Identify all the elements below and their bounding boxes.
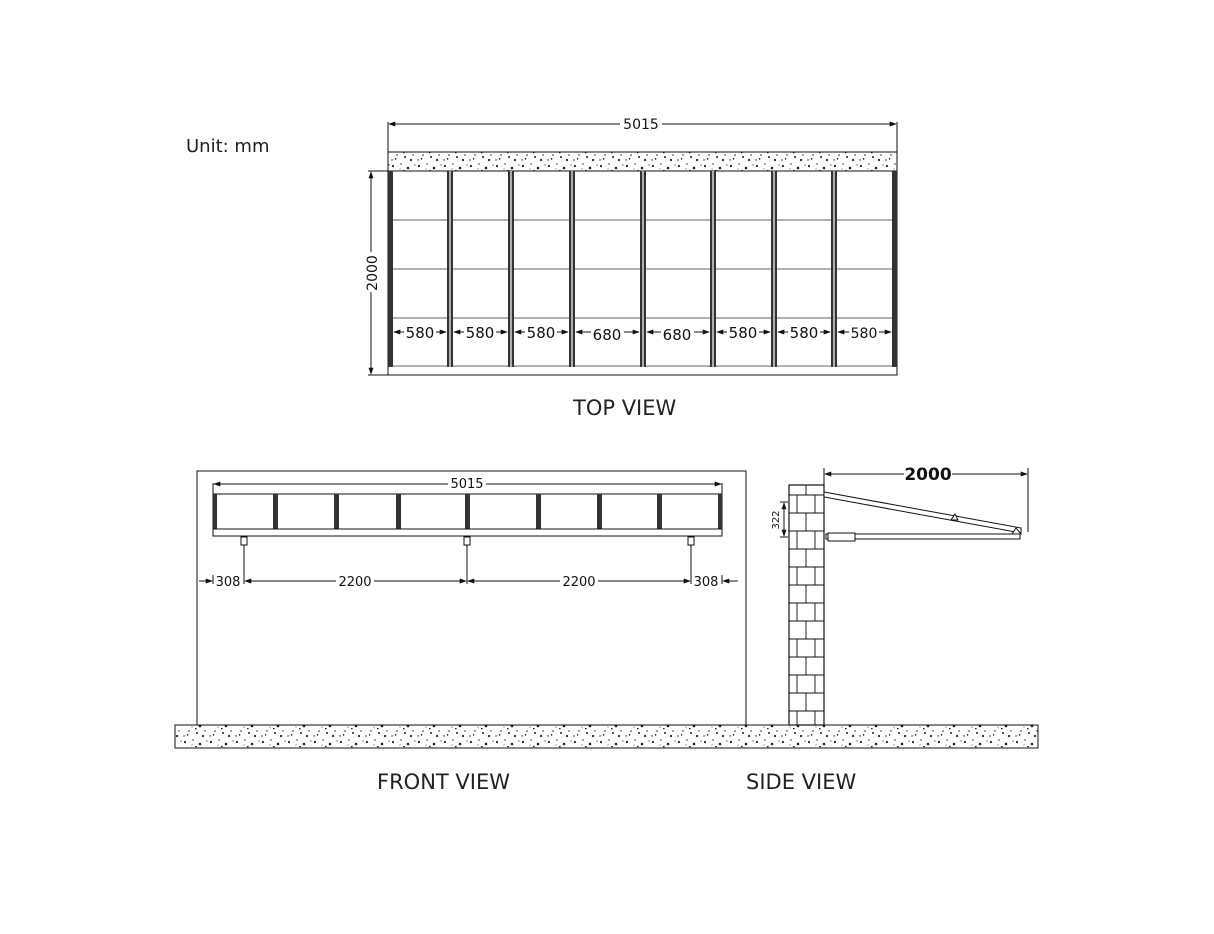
top-overall-width-label: 5015 (623, 117, 659, 133)
top-rafter (388, 171, 393, 367)
bay-width-label: 580 (526, 324, 556, 342)
front-view (197, 471, 746, 725)
bay-width-label: 680 (662, 326, 692, 344)
bay-width-label: 580 (850, 326, 878, 342)
front-view-title: FRONT VIEW (377, 770, 511, 794)
post-spacing-label: 308 (215, 575, 241, 590)
bay-width-label: 680 (592, 326, 622, 344)
ground-slab (175, 725, 1038, 748)
post-spacing-label: 2200 (338, 575, 372, 590)
bay-width-label: 580 (405, 324, 435, 342)
top-wall-band (388, 152, 897, 171)
bay-width-label: 580 (465, 324, 495, 342)
side-view (771, 465, 1028, 725)
post-spacing-label: 308 (693, 575, 719, 590)
post-bracket (241, 537, 247, 545)
side-view-title: SIDE VIEW (746, 770, 857, 794)
bay-width-label: 580 (789, 324, 819, 342)
side-roof-slope (824, 492, 1021, 533)
top-view (365, 117, 897, 375)
front-overall-width-label: 5015 (450, 477, 484, 492)
unit-label: Unit: mm (186, 136, 270, 157)
post-bracket (464, 537, 470, 545)
front-beam (213, 529, 722, 536)
post-bracket (688, 537, 694, 545)
post-spacing-label: 2200 (562, 575, 596, 590)
top-view-title: TOP VIEW (573, 396, 677, 420)
side-projection-label: 2000 (904, 465, 952, 485)
bay-width-label: 580 (728, 324, 758, 342)
brick-wall (789, 485, 824, 725)
top-rafter (892, 171, 897, 367)
top-depth-label: 2000 (365, 255, 381, 291)
side-rise-label: 322 (771, 510, 782, 530)
side-wall-bracket (828, 533, 855, 541)
